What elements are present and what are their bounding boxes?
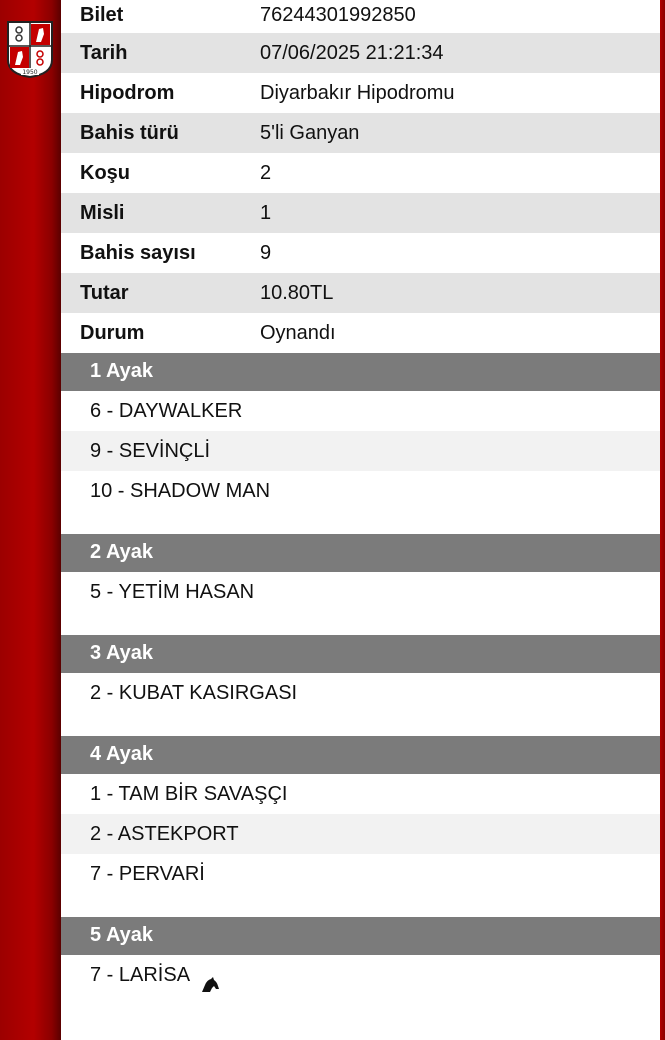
info-row-bahis-turu [61,113,660,153]
runner-row [61,854,660,894]
info-label: Bilet [80,4,124,26]
info-label: Bahis sayısı [80,242,196,264]
legs-list [61,353,660,995]
runner-name: 7 - LARİSA [90,964,191,986]
leg-section [61,635,660,736]
info-row-hipodrom [61,73,660,113]
info-row-misli [61,193,660,233]
runner-row [61,431,660,471]
runner-row [61,391,660,431]
runner-row [61,814,660,854]
ticket-content [61,0,660,995]
leg-header: 2 Ayak [61,534,660,572]
leg-spacer [61,612,660,635]
info-value: 10.80TL [260,282,334,304]
info-value: Diyarbakır Hipodromu [260,82,455,104]
info-value: 5'li Ganyan [260,122,360,144]
leg-spacer [61,713,660,736]
info-value: Oynandı [260,322,336,344]
leg-section [61,917,660,995]
leg-header: 1 Ayak [61,353,660,391]
runner-row [61,471,660,511]
leg-spacer [61,511,660,534]
info-value: 76244301992850 [260,4,416,26]
info-value: 2 [260,162,272,184]
info-label: Tarih [80,42,128,64]
leg-header: 5 Ayak [61,917,660,955]
runner-name: 6 - DAYWALKER [90,400,243,422]
leg-section [61,736,660,917]
info-row-bahis-sayisi [61,233,660,273]
info-value: 07/06/2025 21:21:34 [260,42,444,64]
runner-name: 1 - TAM BİR SAVAŞÇI [90,783,288,805]
runner-name: 10 - SHADOW MAN [90,480,271,502]
right-brand-bar [660,0,665,1040]
info-row-tarih [61,33,660,73]
info-label: Hipodrom [80,82,175,104]
club-logo-icon [6,20,54,78]
runner-name: 7 - PERVARİ [90,863,205,885]
runner-name: 2 - ASTEKPORT [90,823,239,845]
leg-section [61,534,660,635]
info-row-durum [61,313,660,353]
runner-row [61,572,660,612]
leg-header: 4 Ayak [61,736,660,774]
info-value: 9 [260,242,272,264]
leg-header: 3 Ayak [61,635,660,673]
left-brand-bar [0,0,61,1040]
leg-section [61,353,660,534]
leg-spacer [61,894,660,917]
info-row-kosu [61,153,660,193]
runner-name: 9 - SEVİNÇLİ [90,440,211,462]
runner-name: 2 - KUBAT KASIRGASI [90,682,298,704]
info-label: Bahis türü [80,122,179,144]
svg-text:1950: 1950 [22,69,38,76]
info-label: Koşu [80,162,130,184]
runner-row [61,955,660,995]
info-label: Durum [80,322,145,344]
runner-row [61,774,660,814]
runner-row [61,673,660,713]
info-row-tutar [61,273,660,313]
info-label: Tutar [80,282,129,304]
ticket-info-table [61,0,660,353]
info-value: 1 [260,202,272,224]
info-label: Misli [80,202,125,224]
horse-head-icon [200,967,220,983]
info-row-bilet [61,0,660,33]
runner-name: 5 - YETİM HASAN [90,581,255,603]
